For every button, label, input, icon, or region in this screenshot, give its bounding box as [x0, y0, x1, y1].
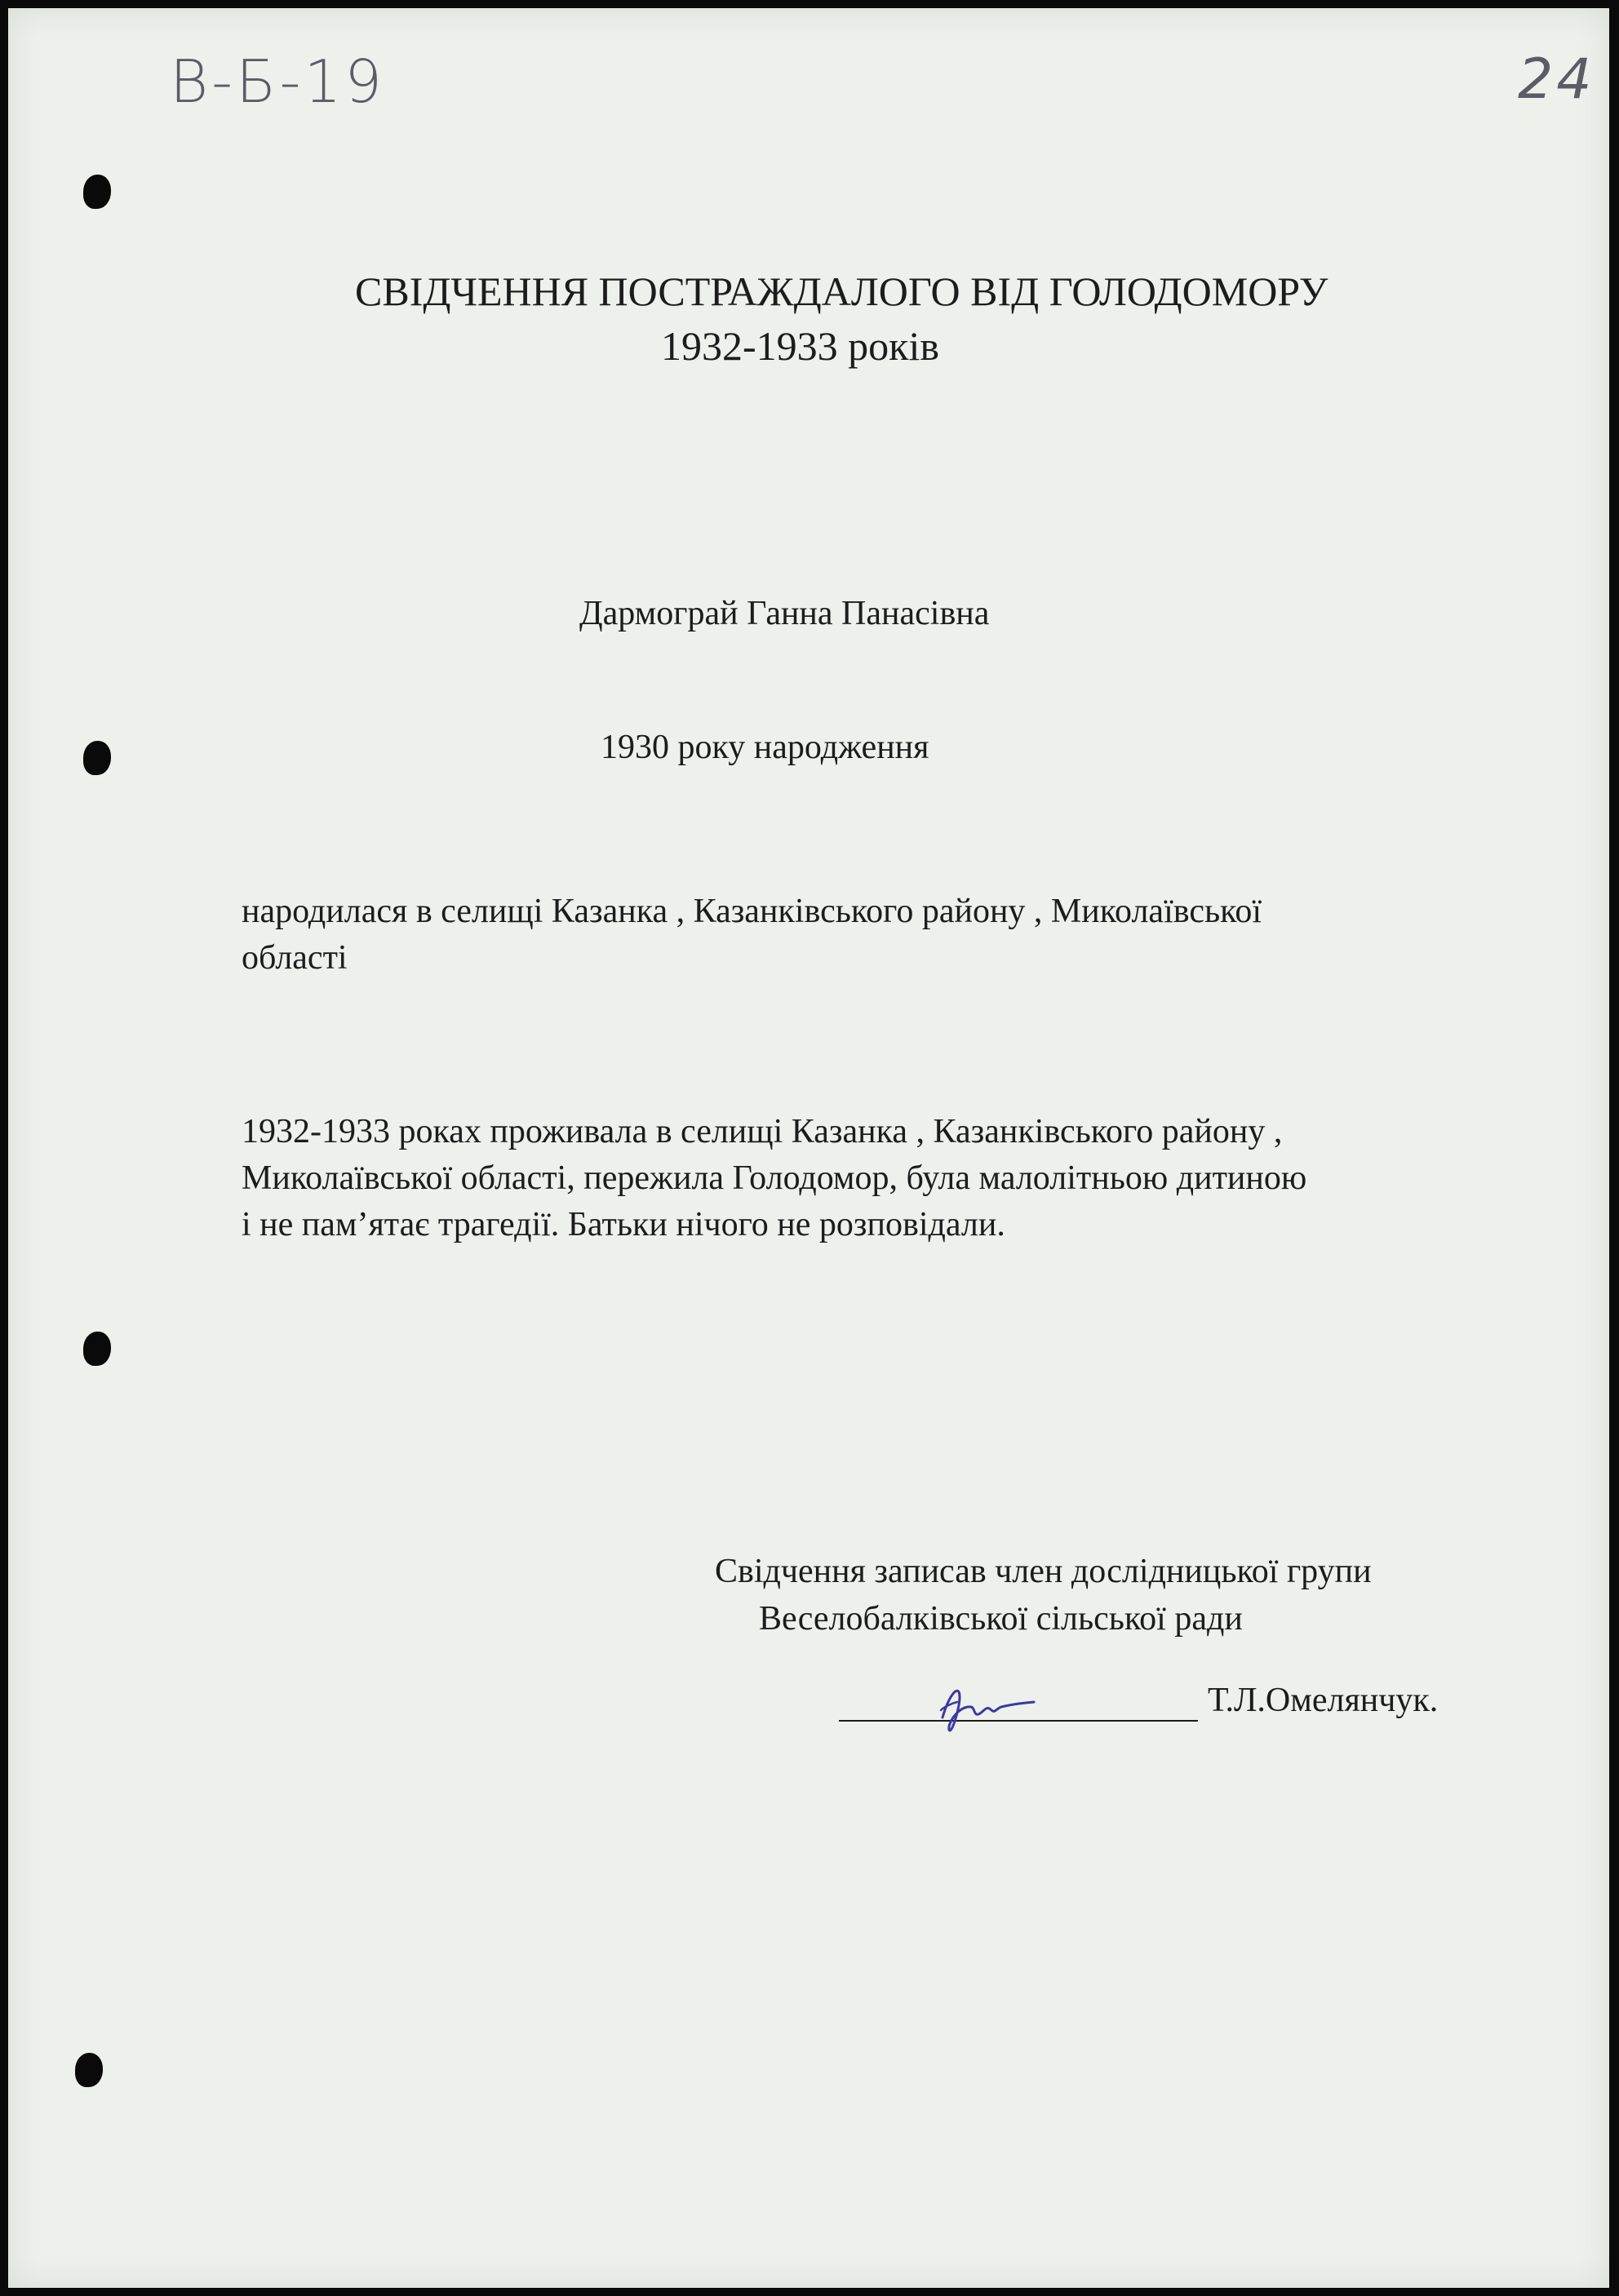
- document-title: СВІДЧЕННЯ ПОСТРАЖДАЛОГО ВІД ГОЛОДОМОРУ: [355, 268, 1328, 314]
- birthplace-line: народилася в селищі Казанка , Казанківського району , Миколаївської: [242, 893, 1262, 930]
- testimony-line: Миколаївської області, пережила Голодомор, була малолітньою дитиною: [242, 1159, 1307, 1197]
- testimony-line: 1932-1933 роках проживала в селищі Казанка , Казанківського району ,: [242, 1113, 1283, 1150]
- punch-hole: [75, 2053, 103, 2087]
- recorder-line: Веселобалківської сільської ради: [759, 1600, 1243, 1638]
- signer-name: Т.Л.Омелянчук.: [1208, 1682, 1439, 1719]
- punch-hole: [83, 1332, 111, 1366]
- recorder-line: Свідчення записав член дослідницької групи: [715, 1553, 1372, 1590]
- page-number: 24: [1518, 47, 1595, 112]
- archive-code: В-Б-19: [170, 47, 386, 116]
- birth-year: 1930 року народження: [601, 729, 929, 766]
- punch-hole: [83, 741, 111, 775]
- document-page: [8, 8, 1609, 2288]
- testimony-line: і не пам’ятає трагедії. Батьки нічого не розповідали.: [242, 1206, 1005, 1243]
- handwritten-signature: [926, 1673, 1040, 1738]
- punch-hole: [83, 175, 111, 209]
- witness-name: Дармограй Ганна Панасівна: [579, 595, 990, 632]
- document-subtitle: 1932-1933 років: [661, 323, 939, 369]
- birthplace-line: області: [242, 939, 348, 977]
